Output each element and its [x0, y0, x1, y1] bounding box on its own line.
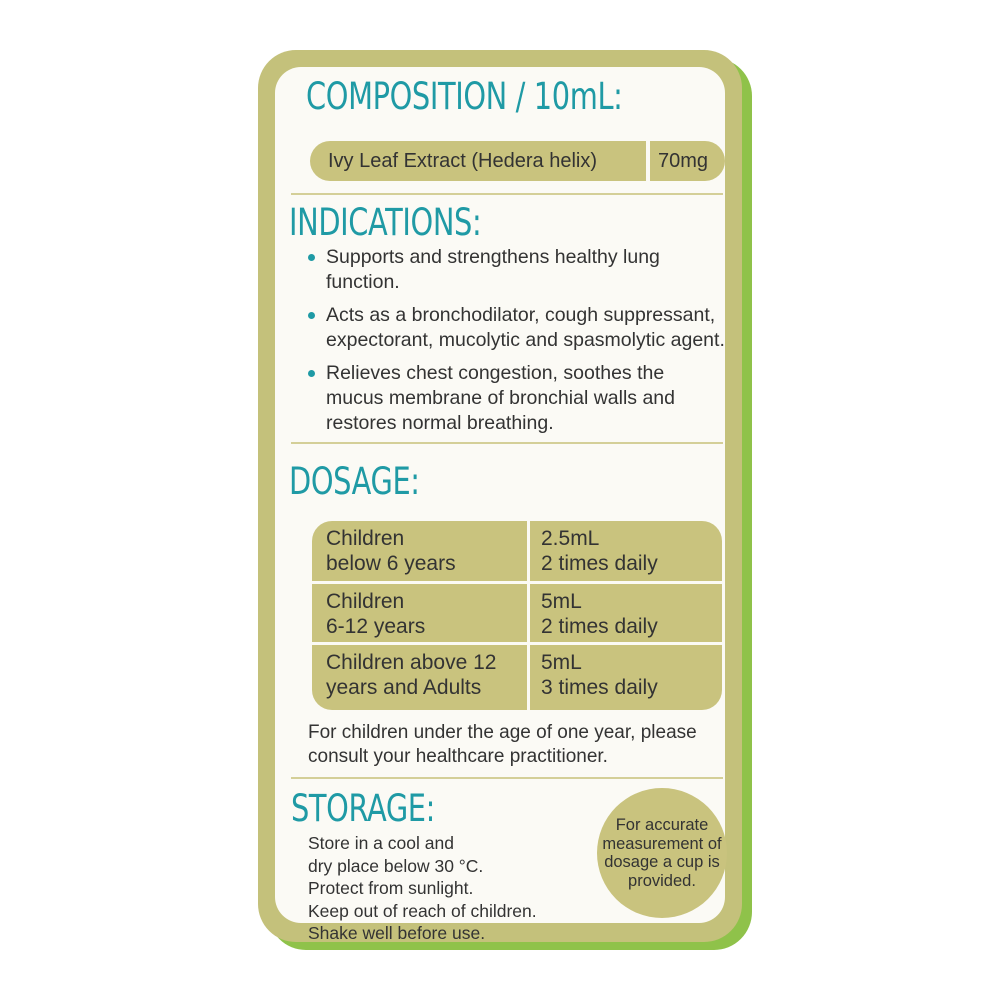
- indication-item: Relieves chest congestion, soothes the mucus membrane of bronchial walls and restores normal breathing.: [306, 361, 726, 436]
- storage-line: Shake well before use.: [308, 923, 486, 943]
- ingredient-name: Ivy Leaf Extract (Hedera helix): [328, 150, 597, 172]
- dosage-group: Children 6-12 years: [326, 590, 426, 638]
- bullet-dot-icon: [308, 254, 315, 261]
- column-divider: [527, 521, 530, 710]
- cup-note-text: For accurate measurement of dosage a cup is provided.: [602, 816, 722, 890]
- storage-line: dry place below 30 °C.: [308, 855, 484, 876]
- bullet-dot-icon: [308, 370, 315, 377]
- storage-line: Keep out of reach of children.: [308, 900, 537, 921]
- label-panel: [275, 67, 725, 943]
- dosage-row: [312, 584, 722, 642]
- composition-heading: COMPOSITION / 10mL:: [306, 75, 623, 118]
- divider-rule: [291, 777, 723, 779]
- indication-item: Supports and strengthens healthy lung function.: [306, 245, 726, 295]
- dosage-group: Children below 6 years: [326, 527, 456, 575]
- storage-heading: STORAGE:: [291, 787, 435, 830]
- indication-item: Acts as a bronchodilator, cough suppressant, expectorant, mucolytic and spasmolytic agent.: [306, 303, 726, 353]
- indications-list: [306, 245, 726, 444]
- storage-line: Store in a cool and: [308, 833, 454, 853]
- indications-heading: INDICATIONS:: [289, 201, 482, 244]
- storage-list: [308, 832, 537, 945]
- cup-note-badge: [597, 788, 727, 918]
- dosage-amount: 2.5mL 2 times daily: [541, 527, 658, 575]
- composition-divider: [646, 141, 650, 181]
- dosage-note: For children under the age of one year, please consult your healthcare practitioner.: [308, 722, 697, 767]
- label-card: [258, 50, 742, 942]
- dosage-amount: 5mL 2 times daily: [541, 590, 658, 638]
- dosage-group: Children above 12 years and Adults: [326, 651, 497, 699]
- dosage-row: [312, 521, 722, 581]
- dosage-heading: DOSAGE:: [289, 460, 420, 503]
- storage-line: Protect from sunlight.: [308, 878, 474, 898]
- dosage-amount: 5mL 3 times daily: [541, 651, 658, 699]
- divider-rule: [291, 193, 723, 195]
- dosage-table: [312, 521, 722, 710]
- ingredient-amount: 70mg: [658, 150, 709, 172]
- dosage-row: [312, 645, 722, 710]
- divider-rule: [291, 442, 723, 444]
- bullet-dot-icon: [308, 312, 315, 319]
- composition-row: [310, 141, 725, 181]
